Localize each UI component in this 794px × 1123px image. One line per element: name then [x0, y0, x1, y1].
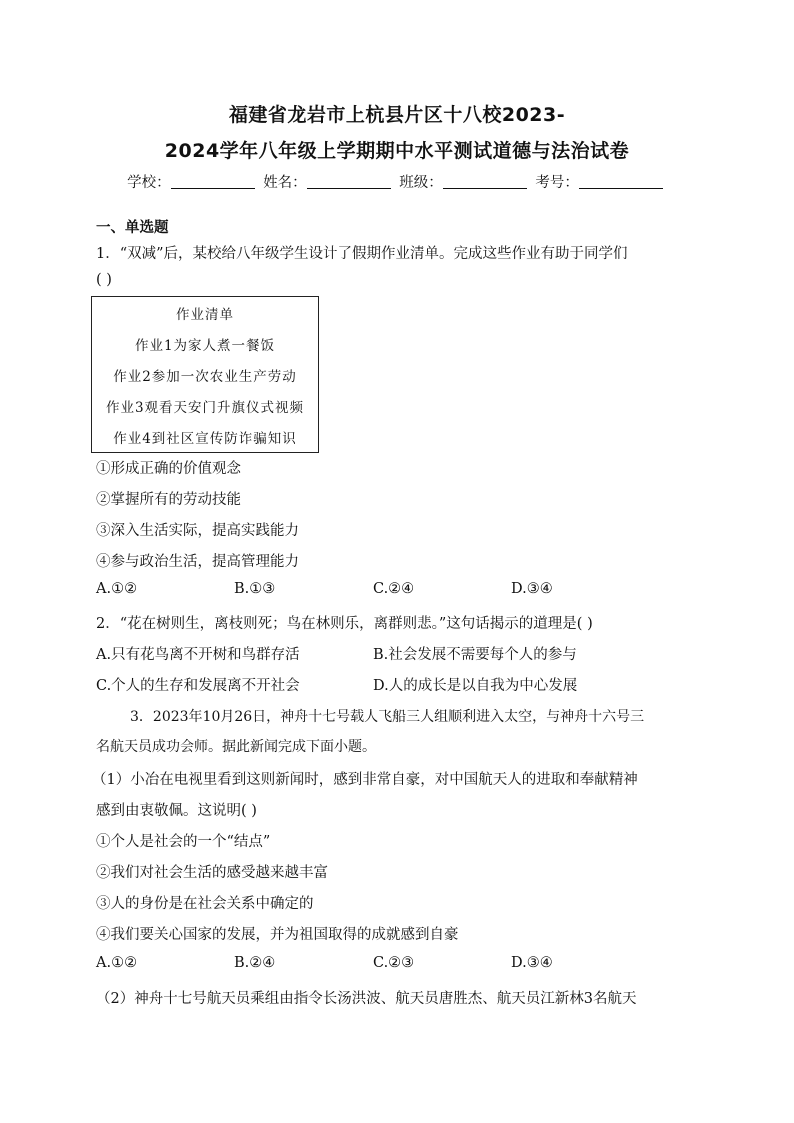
q3-item: ①个人是社会的一个“结点”: [96, 834, 271, 850]
q1-option-c[interactable]: C.②④: [373, 581, 415, 597]
q1-option-d[interactable]: D.③④: [511, 581, 553, 597]
q3-stem-line2: 名航天员成功会师。据此新闻完成下面小题。: [96, 739, 376, 755]
q2-stem: 2．“花在树则生，离枝则死；鸟在林则乐，离群则悲。”这句话揭示的道理是( ): [96, 616, 593, 632]
q1-option-a[interactable]: A.①②: [96, 581, 138, 597]
exam-title-line2: 2024学年八年级上学期期中水平测试道德与法治试卷: [164, 140, 630, 162]
q3-sub2-line1: （2）神舟十七号航天员乘组由指令长汤洪波、航天员唐胜杰、航天员江新林3名航天: [96, 991, 637, 1007]
q1-item: ②掌握所有的劳动技能: [96, 492, 241, 508]
student-info-row: [0, 171, 794, 192]
q3-item: ②我们对社会生活的感受越来越丰富: [96, 865, 328, 881]
q1-item: ④参与政治生活，提高管理能力: [96, 554, 299, 570]
school-blank[interactable]: [171, 174, 255, 189]
homework-list-box: [91, 296, 319, 453]
q1-item: ①形成正确的价值观念: [96, 461, 241, 477]
q1-option-b[interactable]: B.①③: [234, 581, 276, 597]
homework-item: 作业3观看天安门升旗仪式视频: [105, 400, 305, 416]
q3-sub1-line2: 感到由衷敬佩。这说明( ): [96, 803, 257, 819]
q3-item: ④我们要关心国家的发展，并为祖国取得的成就感到自豪: [96, 927, 459, 943]
q3-stem-line1: 3．2023年10月26日，神舟十七号载人飞船三人组顺利进入太空，与神舟十六号三: [130, 709, 645, 725]
homework-item: 作业2参加一次农业生产劳动: [113, 369, 297, 385]
q1-stem-line2: ( ): [96, 272, 112, 288]
class-blank[interactable]: [443, 174, 527, 189]
school-label: 学校：: [127, 175, 171, 191]
exam-number-label: 考号：: [535, 175, 579, 191]
q3-option-b[interactable]: B.②④: [234, 955, 276, 971]
exam-number-blank[interactable]: [579, 174, 663, 189]
q2-option-c[interactable]: C.个人的生存和发展离不开社会: [96, 678, 300, 694]
q3-sub1-line1: （1）小冶在电视里看到这则新闻时，感到非常自豪，对中国航天人的进取和奉献精神: [92, 772, 638, 788]
q2-option-b[interactable]: B.社会发展不需要每个人的参与: [373, 647, 577, 663]
q2-option-d[interactable]: D.人的成长是以自我为中心发展: [373, 678, 578, 694]
exam-title-line1: 福建省龙岩市上杭县片区十八校2023-: [228, 104, 566, 126]
name-label: 姓名：: [263, 175, 307, 191]
section-heading: 一、单选题: [96, 220, 169, 236]
homework-list-title: 作业清单: [176, 307, 234, 323]
q3-option-d[interactable]: D.③④: [511, 955, 553, 971]
q3-option-a[interactable]: A.①②: [96, 955, 138, 971]
class-label: 班级：: [399, 175, 443, 191]
homework-item: 作业4到社区宣传防诈骗知识: [113, 431, 297, 447]
homework-item: 作业1为家人煮一餐饭: [134, 338, 276, 354]
q3-option-c[interactable]: C.②③: [373, 955, 415, 971]
q1-stem-line1: 1．“双减”后，某校给八年级学生设计了假期作业清单。完成这些作业有助于同学们: [96, 246, 628, 262]
q3-item: ③人的身份是在社会关系中确定的: [96, 896, 314, 912]
q1-item: ③深入生活实际，提高实践能力: [96, 523, 299, 539]
name-blank[interactable]: [307, 174, 391, 189]
q2-option-a[interactable]: A.只有花鸟离不开树和鸟群存活: [96, 647, 300, 663]
